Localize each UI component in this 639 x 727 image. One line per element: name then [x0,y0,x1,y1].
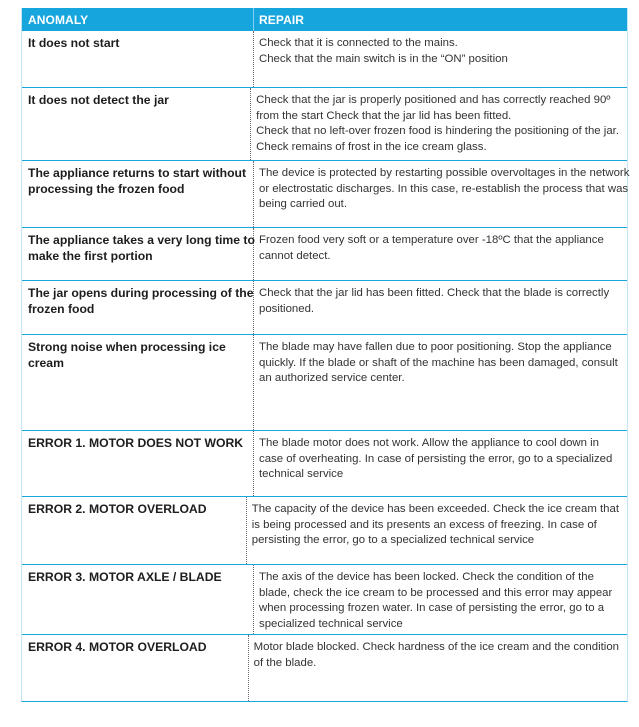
repair-text: Check that no left-over frozen food is hindering the positioning of the jar. [256,125,619,137]
table-row [22,160,630,227]
anomaly-text: The appliance returns to start without [28,166,247,180]
repair-text: being carried out. [259,198,348,210]
repair-text: specialized technical service [259,617,403,630]
repair-text: Frozen food very soft or a temperature over -18ºC that the appliance [259,234,604,246]
anomaly-cell [22,281,254,334]
repair-cell [247,497,627,564]
repair-cell [249,635,627,701]
repair-text: Check that the jar is properly positioned and has correctly reached 90º [256,94,611,106]
table-body [22,31,630,701]
table-row [22,634,627,701]
table-row [22,87,627,160]
anomaly-cell [22,31,254,87]
anomaly-cell [22,161,254,227]
repair-text: The capacity of the device has been exceeded. Check the ice cream that [251,503,619,515]
repair-text: Check that the jar lid has been fitted. Check that the blade is correctly [259,287,610,299]
repair-text: is being processed and its presents an excess of freezing. In case of [251,518,597,531]
repair-text: Check that it is connected to the mains. [259,37,458,49]
repair-cell [254,228,627,280]
repair-cell [254,335,627,430]
anomaly-text: It does not start [28,36,120,50]
table-row [22,31,627,87]
repair-cell [254,161,637,227]
anomaly-text: The appliance takes a very long time to [28,233,255,247]
repair-text: persisting the error, go to a specialized technical service [251,534,535,546]
repair-text: technical service [259,468,344,480]
troubleshooting-table [21,8,628,702]
repair-text: The blade may have fallen due to poor positioning. Stop the appliance [259,341,612,353]
repair-text: quickly. If the blade or shaft of the machine has been damaged, consult [259,356,618,369]
table-header [22,8,627,31]
anomaly-text: ERROR 4. MOTOR OVERLOAD [28,640,207,654]
repair-cell [254,31,627,87]
anomaly-text: make the first portion [28,248,153,263]
repair-text: The blade motor does not work. Allow the appliance to cool down in [259,437,600,449]
repair-text: The device is protected by restarting possible overvoltages in the network [259,167,630,179]
repair-text: of the blade. [253,656,317,669]
repair-cell [254,565,627,634]
repair-text: cannot detect. [259,249,331,262]
table-row [22,280,627,334]
anomaly-cell [22,228,254,280]
repair-text: from the start Check that the jar lid has been fitted. [256,109,512,122]
repair-text: or electrostatic discharges. In this case, re-establish the process that was [259,182,629,195]
anomaly-text: cream [28,355,64,370]
repair-text: case of overheating. In case of persisting the error, go to a specialized [259,452,613,465]
anomaly-text: ERROR 2. MOTOR OVERLOAD [28,502,207,516]
table-row [22,227,627,280]
repair-text: blade, check the ice cream to be processed and this error may appear [259,586,613,599]
anomaly-text: The jar opens during processing of the [28,286,254,300]
anomaly-cell [22,565,254,634]
repair-text: positioned. [259,302,315,315]
anomaly-text: Strong noise when processing ice [28,340,226,354]
anomaly-text: ERROR 1. MOTOR DOES NOT WORK [28,436,244,450]
repair-text: when processing frozen water. In case of persisting the error, go to a [259,602,605,614]
repair-text: Check remains of frost in the ice cream glass. [256,140,487,153]
anomaly-cell [22,335,254,430]
anomaly-cell [22,88,251,160]
repair-cell [254,281,627,334]
anomaly-text: frozen food [28,301,95,316]
repair-text: The axis of the device has been locked. Check the condition of the [259,571,594,583]
repair-column-header: REPAIR [259,13,305,27]
anomaly-cell [22,431,254,496]
anomaly-column-header: ANOMALY [22,8,254,31]
repair-text: an authorized service center. [259,372,405,384]
anomaly-text: It does not detect the jar [28,93,169,107]
table-row [22,334,627,430]
anomaly-cell [22,635,249,701]
repair-text: Motor blade blocked. Check hardness of the ice cream and the condition [253,641,619,653]
anomaly-text: ERROR 3. MOTOR AXLE / BLADE [28,570,222,584]
table-row [22,496,627,564]
repair-cell [254,431,627,496]
repair-text: Check that the main switch is in the “ON” position [259,52,508,65]
anomaly-text: processing the frozen food [28,181,185,196]
anomaly-cell [22,497,247,564]
table-row [22,430,627,496]
table-row [22,564,627,634]
repair-cell [251,88,627,160]
